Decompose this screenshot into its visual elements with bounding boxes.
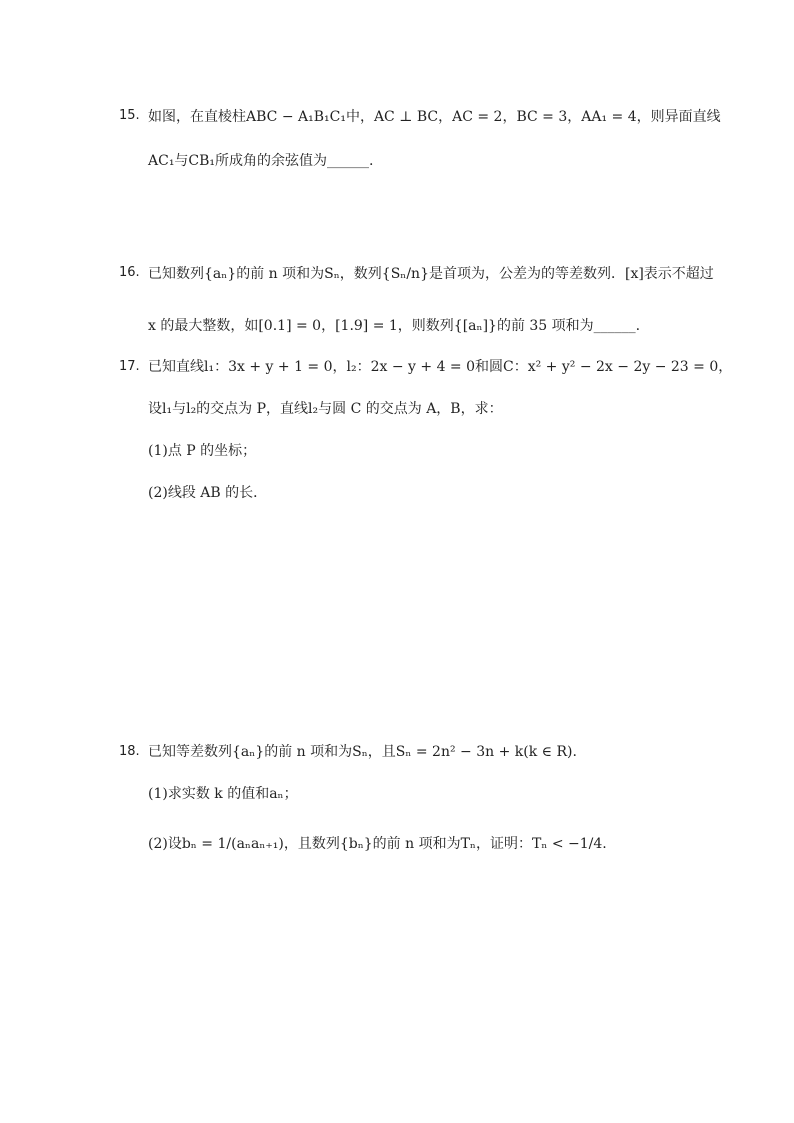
question-number: 17. <box>119 359 140 374</box>
question-subpart: (2)设bₙ = 1/(aₙaₙ₊₁)，且数列{bₙ}的前 n 项和为Tₙ，证明：Tₙ < −1/4. <box>148 836 607 852</box>
question-text-line: x 的最大整数，如[0.1] = 0，[1.9] = 1，则数列{[aₙ]}的前 35 项和为______. <box>148 318 641 334</box>
question-text-line: AC₁与CB₁所成角的余弦值为______. <box>148 153 374 169</box>
question-text-line: 设l₁与l₂的交点为 P，直线l₂与圆 C 的交点为 A，B，求： <box>148 401 503 417</box>
question-number: 18. <box>119 744 140 759</box>
question-subpart: (2)线段 AB 的长． <box>148 485 268 501</box>
question-number: 15. <box>119 108 140 123</box>
question-number: 16. <box>119 265 140 280</box>
question-subpart: (1)点 P 的坐标； <box>148 443 257 459</box>
question-text-line: 已知数列{aₙ}的前 n 项和为Sₙ，数列{Sₙ/n}是首项为，公差为的等差数列．[x]表示不超过 <box>148 266 714 282</box>
question-text-line: 已知等差数列{aₙ}的前 n 项和为Sₙ，且Sₙ = 2n² − 3n + k(k ∈ R). <box>148 744 577 760</box>
question-text-line: 如图，在直棱柱ABC − A₁B₁C₁中，AC ⊥ BC，AC = 2，BC = 3，AA₁ = 4，则异面直线 <box>148 109 721 125</box>
question-subpart: (1)求实数 k 的值和aₙ； <box>148 786 298 802</box>
question-text-line: 已知直线l₁：3x + y + 1 = 0，l₂：2x − y + 4 = 0和圆C：x² + y² − 2x − 2y − 23 = 0， <box>148 359 733 375</box>
